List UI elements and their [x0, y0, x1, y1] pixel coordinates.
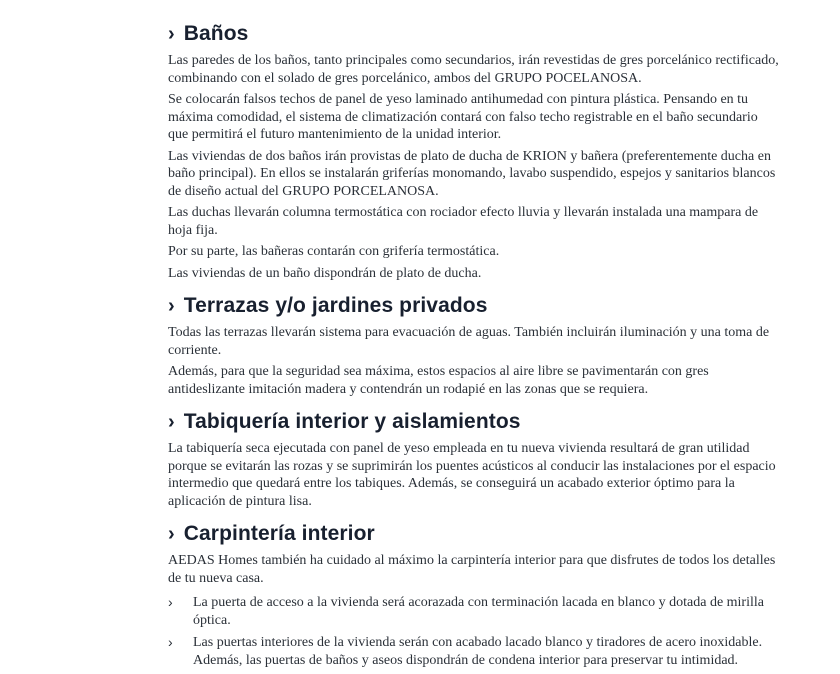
- chevron-right-icon: ›: [168, 295, 175, 317]
- section-title-text: Terrazas y/o jardines privados: [183, 294, 488, 317]
- bullet-text: La puerta de acceso a la vivienda será acorazada con terminación lacada en blanco y dotada de mirilla óptica.: [193, 595, 764, 628]
- section-title: [168, 411, 780, 433]
- section-paragraphs: [168, 440, 780, 510]
- section-title-text: Baños: [183, 22, 249, 45]
- paragraph: Las duchas llevarán columna termostática con rociador efecto lluvia y llevarán instalada una mampara de hoja fija.: [168, 205, 759, 238]
- paragraph: Además, para que la seguridad sea máxima, estos espacios al aire libre se pavimentarán con gres antideslizante imitación madera y contendrán un rodapié en las zonas que se requiera.: [168, 364, 709, 397]
- paragraph: Por su parte, las bañeras contarán con grifería termostática.: [168, 244, 500, 259]
- chevron-right-icon: ›: [168, 23, 175, 45]
- document-section: [168, 23, 780, 282]
- document-section: [168, 523, 780, 669]
- bullet-chevron-icon: ›: [168, 634, 173, 650]
- section-paragraphs: [168, 52, 780, 282]
- bullet-chevron-icon: ›: [168, 594, 173, 610]
- document-section: [168, 295, 780, 398]
- chevron-right-icon: ›: [168, 523, 175, 545]
- section-title: [168, 295, 780, 317]
- bullet-item: [168, 634, 780, 669]
- section-paragraphs: [168, 552, 780, 587]
- paragraph: Las viviendas de un baño dispondrán de plato de ducha.: [168, 265, 482, 281]
- paragraph: Se colocarán falsos techos de panel de yeso laminado antihumedad con pintura plástica. Pensando en tu máxima comodidad, el sistema de climatización contará con falso techo registrable en el baño secundario que permitirá el futuro mantenimiento de la unidad interior.: [168, 92, 758, 142]
- bullet-text: Las puertas interiores de la vivienda serán con acabado lacado blanco y tiradores de acero inoxidable. Además, las puertas de baños y aseos dispondrán de condena interior para preservar tu intimidad.: [193, 635, 763, 668]
- section-title: [168, 523, 780, 545]
- paragraph: Las paredes de los baños, tanto principales como secundarios, irán revestidas de gres porcelánico rectificado, combinando con el solado de gres porcelánico, ambos del GRUPO POCELANOSA.: [168, 53, 779, 86]
- section-title-text: Tabiquería interior y aislamientos: [183, 410, 521, 433]
- section-paragraphs: [168, 324, 780, 398]
- section-title-text: Carpintería interior: [183, 522, 375, 545]
- section-bullets: [168, 594, 780, 669]
- paragraph: La tabiquería seca ejecutada con panel de yeso empleada en tu nueva vivienda resultará de gran utilidad porque se evitarán las rozas y se suprimirán los puentes acústicos al conducir las instalaciones por el espacio intermedio que quedará entre los tabiques. Además, se conseguirá un acabado exterior óptimo para la aplicación de pintura lisa.: [168, 441, 776, 509]
- paragraph: Las viviendas de dos baños irán provistas de plato de ducha de KRION y bañera (preferentemente ducha en baño principal). En ellos se instalarán griferías monomando, lavabo suspendido, espejos y sanitarios blancos de diseño actual del GRUPO PORCELANOSA.: [168, 148, 776, 199]
- paragraph: Todas las terrazas llevarán sistema para evacuación de aguas. También incluirán iluminación y una toma de corriente.: [168, 325, 770, 358]
- bullet-item: [168, 594, 780, 629]
- section-title: [168, 23, 780, 45]
- document-section: [168, 411, 780, 510]
- document-page: [168, 10, 780, 674]
- chevron-right-icon: ›: [168, 411, 175, 433]
- paragraph: AEDAS Homes también ha cuidado al máximo la carpintería interior para que disfrutes de todos los detalles de tu nueva casa.: [168, 553, 776, 586]
